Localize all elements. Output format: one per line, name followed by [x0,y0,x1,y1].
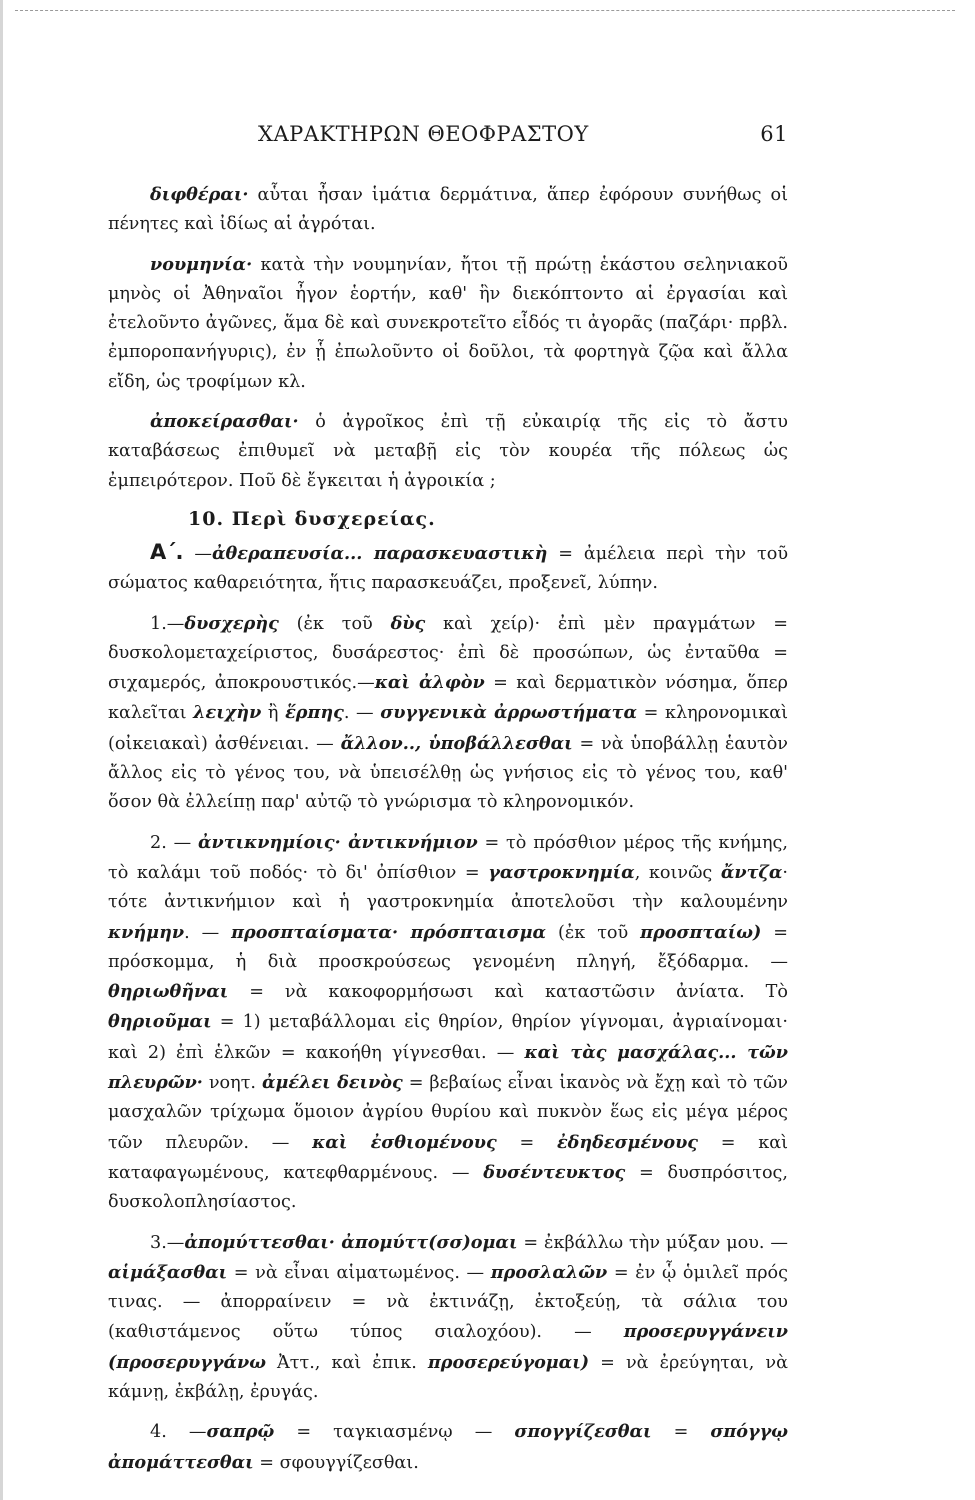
text: = νὰ εἶναι αἱματωμένος. — [227,1262,491,1283]
lemma: ἀθεραπευσία... [212,542,363,564]
lemma: δυσχερὴς [184,612,279,634]
section-title: Περὶ δυσχερείας. [231,507,436,530]
lemma: ἀμέλει δεινὸς [261,1072,403,1094]
spacer [108,818,788,828]
text: (ἐκ τοῦ [278,613,391,634]
text: ἢ [261,703,286,724]
lemma: ἀποκείρασθαι· [150,411,299,433]
text: = σφουγγίζεσθαι. [253,1452,419,1473]
dash: — [183,543,212,564]
spacer [108,1218,788,1228]
page-header [108,122,788,156]
paragraph-4 [108,1417,788,1478]
text: = δυσπρόσιτος, δυσκολοπλησίαστος. [108,1162,788,1213]
text: = νὰ ὑποβάλλῃ ἑαυτὸν ἄλλος εἰς τὸ γένος του, νὰ ὑπεισέλθῃ ὡς γνήσιος εἰς τὸ γένος του, καθ' ὅσον θὰ ἐλλείπῃ παρ' αὐτῷ τὸ γνώρισμα τὸ κληρονομικόν. [108,733,788,813]
text: — [166,1232,185,1253]
text: = τὸ πρόσθιον μέρος τῆς κνήμης, τὸ καλάμι τοῦ ποδός· τὸ δι' ὀπίσθιον = [108,832,788,883]
text: = πρόσκομμα, ἡ διὰ προσκρούσεως γενομένη πληγή, ἔξόδαρμα. — [108,922,788,972]
text: καὶ χείρ)· ἐπὶ μὲν πραγμάτων = δυσκολομεταχείριστος, δυσάρεστος· ἐπὶ δὲ προσώπων, ὡς ἐνταῦθα = σιχαμερός, ἀποκρουστικός.— [108,613,788,694]
lemma: γαστροκνημία [488,861,635,883]
lemma: ἕρπης [285,702,344,724]
lemma: θηριοῦμαι [108,1011,212,1033]
top-rule [15,10,955,11]
entry-noumenia [108,250,788,397]
lemma: διφθέραι· [150,184,249,205]
text: = [651,1422,711,1443]
lemma: σαπρῷ [206,1421,275,1443]
lemma: δυσέντευκτος [483,1161,626,1183]
lemma: παρασκευαστικὴ [362,542,548,564]
text: = ἐν ᾧ ὁμιλεῖ πρός τινας. — ἀπορραίνειν = νὰ ἐκτινάζῃ, ἐκτοξεύῃ, τὰ σάλια του (καθιστάμενος οὕτω τύπος σιαλοχόου). — [108,1262,788,1343]
text: = [496,1132,557,1153]
paragraph-marker: Α΄. [150,539,184,564]
paragraph-number: 4. [150,1422,167,1443]
lemma: ἐδηδεσμένους [556,1131,698,1153]
lemma: καὶ ἐσθιομένους [312,1131,497,1153]
running-title: ΧΑΡΑΚΤΗΡΩΝ ΘΕΟΦΡΑΣΤΟΥ [258,122,589,146]
lemma: αἱμάξασθαι [108,1261,228,1283]
text: = καὶ καταφαγωμένους, κατεφθαρμένους. — [108,1132,788,1183]
lemma: ἄλλον.., ὑποβάλλεσθαι [340,732,573,754]
entry-text: αὗται ἦσαν ἱμάτια δερμάτινα, ἅπερ ἐφόρουν συνήθως οἱ πένητες καὶ ἰδίως αἱ ἀγρόται. [108,185,788,235]
lemma: θηριωθῆναι [108,981,229,1003]
section-heading [108,502,788,536]
lemma: προσπταίσματα· πρόσπταισμα [231,921,547,943]
lemma: καὶ ἀλφὸν [374,672,485,694]
text: = 1) μεταβάλλομαι εἰς θηρίον, θηρίον γίγνομαι, ἀγριαίνομαι· καὶ 2) ἐπὶ ἑλκῶν = κακοήθη γίγνεσθαι. — [108,1012,788,1063]
lemma: κνήμην [108,921,185,943]
lemma: σπόγγῳ ἀπομάττεσθαι [108,1421,788,1473]
spacer [108,240,788,250]
paragraph-number: 3. [150,1232,167,1253]
lemma: προσλαλῶν [490,1261,608,1283]
entry-apokeirasthai [108,407,788,496]
text: νοητ. [202,1073,262,1094]
text: . — [184,922,232,943]
lemma: ἀπομύττεσθαι· ἀπομύττ(σσ)ομαι [184,1231,518,1253]
paragraph-text: = ἀμέλεια περὶ τὴν τοῦ σώματος καθαρειότητα, ἥτις παρασκευάζει, προξενεῖ, λύπην. [108,543,789,594]
spacer [108,397,788,407]
lemma: προσερυγγάνειν (προσερυγγάνω [108,1321,788,1373]
text: (ἐκ τοῦ [546,922,641,943]
text: = νὰ κακοφορμήσωσι καὶ καταστῶσιν ἀνίατα. Τὸ [228,982,788,1003]
text: — [166,613,185,634]
text: = ἐκβάλλω τὴν μύξαν μου. — [517,1232,788,1253]
lemma: δὺς [390,612,426,634]
lemma: ἀντικνημίοις· ἀντικνήμιον [198,831,478,853]
page-number: 61 [760,122,788,146]
text: Ἀττ., καὶ ἐπικ. [265,1352,428,1373]
lemma: νουμηνία· [150,253,253,275]
spacer [108,599,788,609]
text: — [166,832,198,853]
paragraph-3 [108,1228,788,1408]
text: · τότε ἀντικνήμιον καὶ ἡ γαστροκνημία ἀποτελοῦσι τὴν καλουμένην [108,862,788,913]
text: = ταγκιασμένῳ — [274,1422,515,1443]
lemma: προσερεύγομαι) [427,1351,590,1373]
section-number: 10. [188,507,225,530]
text: = καὶ δερματικὸν νόσημα, ὅπερ καλεῖται [108,673,788,724]
paragraph-number: 2. [150,832,167,853]
text: . — [343,703,381,724]
paragraph-2 [108,828,788,1218]
page-body [108,180,788,1478]
paragraph-a [108,538,788,599]
lemma: σπογγίζεσθαι [514,1421,652,1443]
text: = νὰ ἐρεύγηται, νὰ κάμνῃ, ἐκβάλῃ, ἐρυγάς. [108,1352,788,1402]
spacer [108,1407,788,1417]
lemma: προσπταίω) [640,921,762,943]
entry-text: ὁ ἀγροῖκος ἐπὶ τῇ εὐκαιρίᾳ τῆς εἰς τὸ ἄστυ καταβάσεως ἐπιθυμεῖ νὰ μεταβῇ εἰς τὸν κουρέα τῆς πόλεως ὡς ἐμπειρότερον. Ποῦ δὲ ἔγκειται ἡ ἀγροικία ; [108,412,788,491]
paragraph-1 [108,609,788,818]
entry-text: κατὰ τὴν νουμηνίαν, ἤτοι τῇ πρώτῃ ἑκάστου σεληνιακοῦ μηνὸς οἱ Ἀθηναῖοι ἦγον ἑορτήν, καθ' ἣν διεκόπτοντο αἱ ἐργασίαι καὶ ἐτελοῦντο ἀγῶνες, ἅμα δὲ καὶ συνεκροτεῖτο εἶδός τι ἀγορᾶς (παζάρι· πρβλ. ἐμποροπανήγυρις), ἐν ᾗ ἐπωλοῦντο οἱ δοῦλοι, τὰ φορτηγὰ ζῷα καὶ ἄλλα εἴδη, ὡς τροφίμων κλ. [108,254,788,392]
lemma: λειχὴν [193,702,262,724]
lemma: συγγενικὰ ἀρρωστήματα [380,702,638,724]
lemma: ἄντζα [720,861,783,883]
text: — [166,1422,207,1443]
entry-diphtherai [108,180,788,240]
lemma: καὶ τὰς μασχάλας... τῶν πλευρῶν· [108,1041,788,1094]
paragraph-number: 1. [150,613,167,634]
text: = βεβαίως εἶναι ἱκανὸς νὰ ἔχῃ καὶ τὸ τῶν μασχαλῶν τρίχωμα ὅμοιον ἀγρίου θυρίου καὶ πυκνὸν ἕως εἰς μέγα μέρος τῶν πλευρῶν. — [108,1073,789,1153]
text: , κοινῶς [634,862,721,883]
text: = κληρονομικαὶ (οἰκειακαὶ) ἀσθένειαι. — [108,703,789,754]
